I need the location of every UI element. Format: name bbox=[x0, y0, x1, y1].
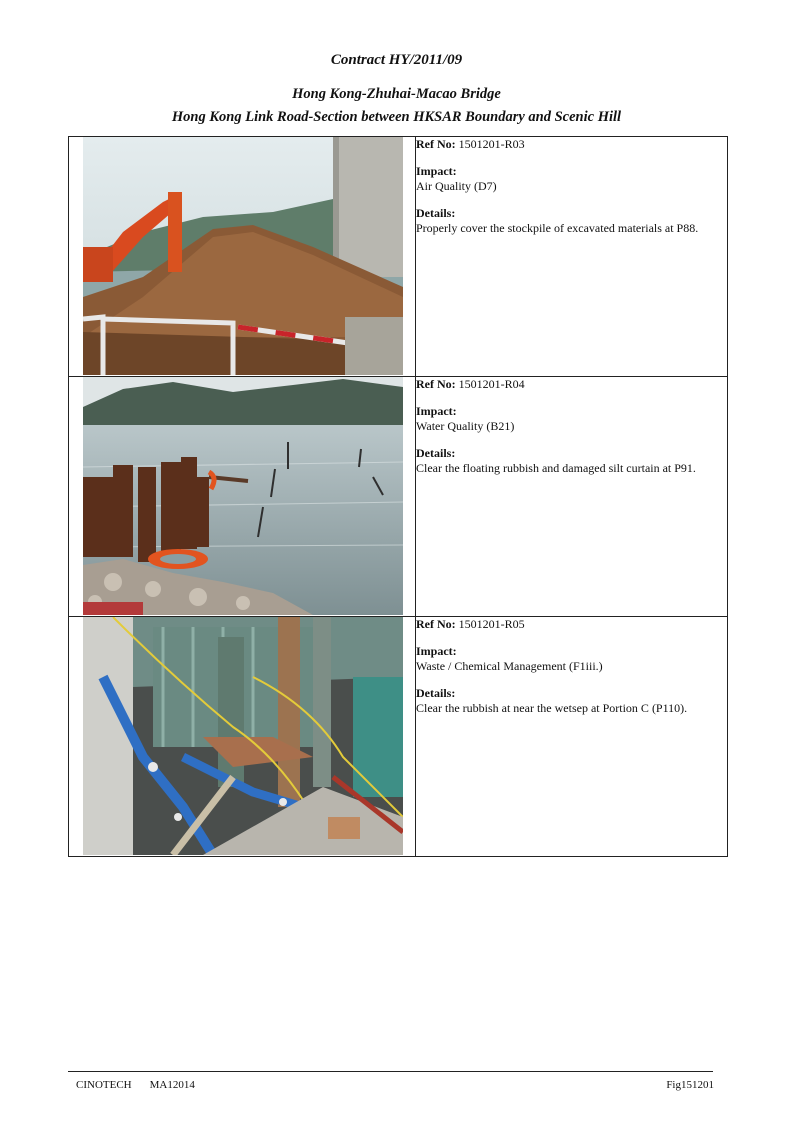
impact-value: Water Quality (B21) bbox=[416, 419, 515, 433]
details-value: Clear the rubbish at near the wetsep at Portion C (P110). bbox=[416, 701, 688, 715]
photo-cell bbox=[69, 377, 416, 617]
footer-figure-number: Fig151201 bbox=[666, 1079, 714, 1091]
ref-label: Ref No: bbox=[416, 377, 456, 391]
ref-number: 1501201-R03 bbox=[458, 137, 525, 151]
findings-table bbox=[68, 136, 728, 857]
table-row bbox=[69, 137, 728, 377]
finding-details-cell bbox=[416, 617, 728, 857]
footer-divider bbox=[68, 1071, 713, 1072]
impact-block bbox=[416, 164, 727, 194]
details-block bbox=[416, 206, 727, 236]
footer-left bbox=[76, 1079, 195, 1091]
impact-block bbox=[416, 644, 727, 674]
details-block bbox=[416, 446, 727, 476]
details-value: Clear the floating rubbish and damaged silt curtain at P91. bbox=[416, 461, 696, 475]
impact-label: Impact: bbox=[416, 644, 457, 658]
footer-company: CINOTECH bbox=[76, 1079, 132, 1091]
details-value: Properly cover the stockpile of excavated materials at P88. bbox=[416, 221, 699, 235]
footer-doc-code: MA12014 bbox=[149, 1079, 195, 1091]
photo-cell bbox=[69, 617, 416, 857]
details-label: Details: bbox=[416, 206, 456, 220]
finding-details-cell bbox=[416, 137, 728, 377]
ref-number: 1501201-R04 bbox=[458, 377, 525, 391]
photo-silt-curtain bbox=[83, 377, 403, 615]
ref-line bbox=[416, 137, 727, 152]
ref-line bbox=[416, 617, 727, 632]
impact-label: Impact: bbox=[416, 164, 457, 178]
ref-number: 1501201-R05 bbox=[458, 617, 525, 631]
impact-label: Impact: bbox=[416, 404, 457, 418]
photo-stockpile bbox=[83, 137, 403, 375]
project-title: Hong Kong-Zhuhai-Macao Bridge bbox=[292, 86, 501, 102]
impact-block bbox=[416, 404, 727, 434]
details-block bbox=[416, 686, 727, 716]
ref-line bbox=[416, 377, 727, 392]
section-title: Hong Kong Link Road-Section between HKSAR Boundary and Scenic Hill bbox=[171, 109, 622, 125]
impact-value: Air Quality (D7) bbox=[416, 179, 497, 193]
ref-label: Ref No: bbox=[416, 137, 456, 151]
contract-title: Contract HY/2011/09 bbox=[330, 52, 463, 68]
photo-cell bbox=[69, 137, 416, 377]
ref-label: Ref No: bbox=[416, 617, 456, 631]
table-row bbox=[69, 617, 728, 857]
table-row bbox=[69, 377, 728, 617]
details-label: Details: bbox=[416, 446, 456, 460]
impact-value: Waste / Chemical Management (F1iii.) bbox=[416, 659, 603, 673]
photo-wetsep-rubbish bbox=[83, 617, 403, 855]
finding-details-cell bbox=[416, 377, 728, 617]
details-label: Details: bbox=[416, 686, 456, 700]
